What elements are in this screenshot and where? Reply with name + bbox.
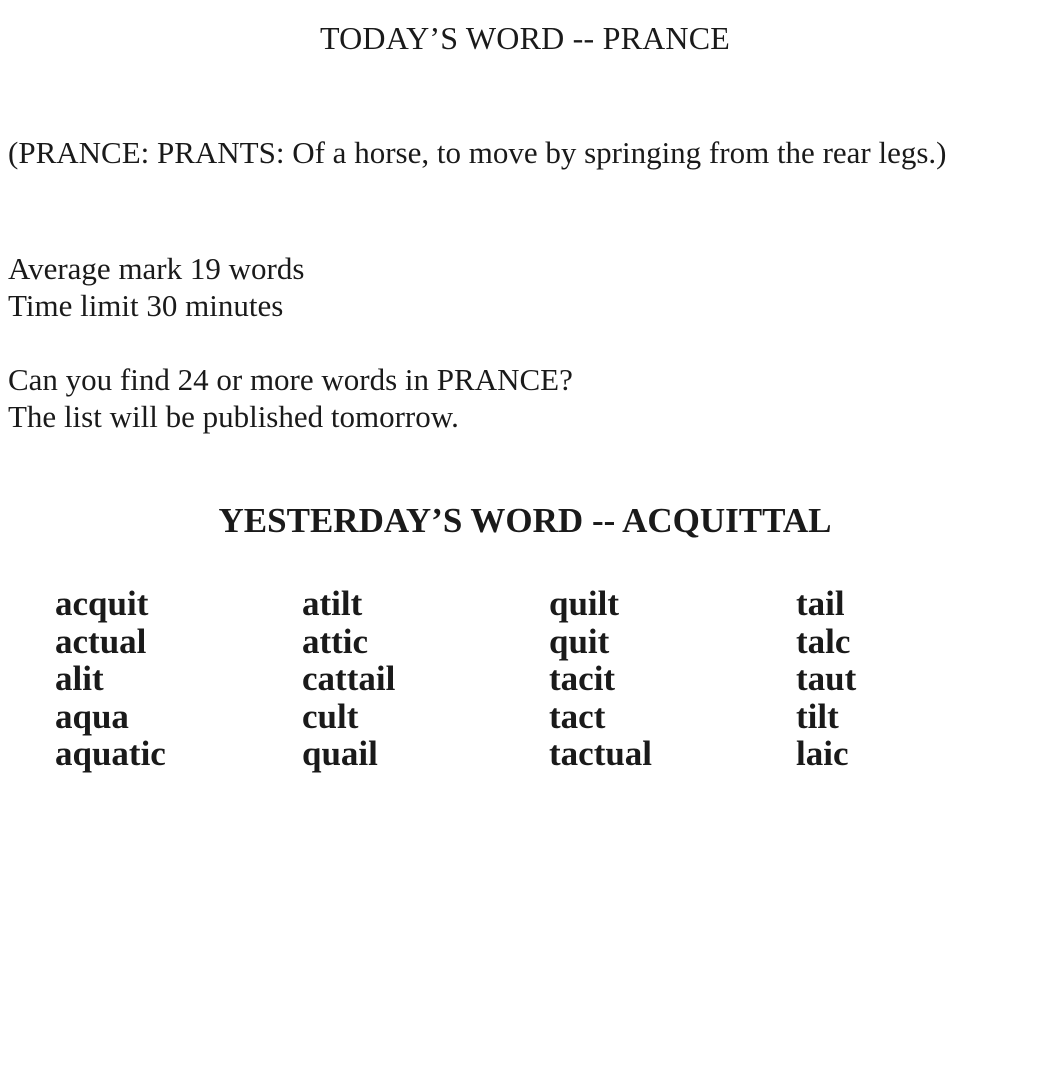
word-list-item: attic — [302, 621, 369, 661]
average-mark: Average mark 19 words — [8, 251, 305, 286]
word-list-item: tacit — [549, 659, 616, 698]
challenge-question: Can you find 24 or more words in PRANCE? — [8, 362, 573, 397]
word-list-item: laic — [796, 734, 849, 773]
word-list-item: tactual — [549, 734, 653, 773]
word-list-item: tact — [549, 696, 606, 736]
word-list-item: talc — [796, 621, 851, 661]
word-list — [55, 585, 1045, 773]
word-list-item: tail — [796, 584, 845, 623]
word-list-item: taut — [796, 659, 857, 698]
word-list-item: alit — [55, 659, 104, 698]
word-column — [55, 585, 302, 773]
word-list-item: tilt — [796, 696, 839, 736]
word-list-item: actual — [55, 621, 147, 661]
publish-note: The list will be published tomorrow. — [8, 399, 459, 434]
time-limit: Time limit 30 minutes — [8, 288, 284, 323]
word-list-item: cult — [302, 696, 359, 736]
word-list-item: quail — [302, 734, 378, 773]
word-column — [302, 585, 549, 773]
yesterdays-word-title: YESTERDAY’S WORD -- ACQUITTAL — [218, 501, 832, 540]
word-list-item: aquatic — [55, 734, 166, 773]
word-list-item: atilt — [302, 584, 363, 623]
puzzle-stats — [8, 250, 1008, 324]
todays-word-title: TODAY’S WORD -- PRANCE — [319, 20, 731, 56]
word-definition: (PRANCE: PRANTS: Of a horse, to move by springing from the rear legs.) — [8, 135, 947, 170]
challenge-text — [8, 361, 1008, 435]
word-list-item: acquit — [55, 584, 149, 623]
word-column — [549, 585, 796, 773]
word-column — [796, 585, 1043, 773]
word-list-item: aqua — [55, 696, 129, 736]
word-list-item: quilt — [549, 584, 620, 623]
word-list-item: quit — [549, 621, 610, 661]
word-list-item: cattail — [302, 659, 396, 698]
